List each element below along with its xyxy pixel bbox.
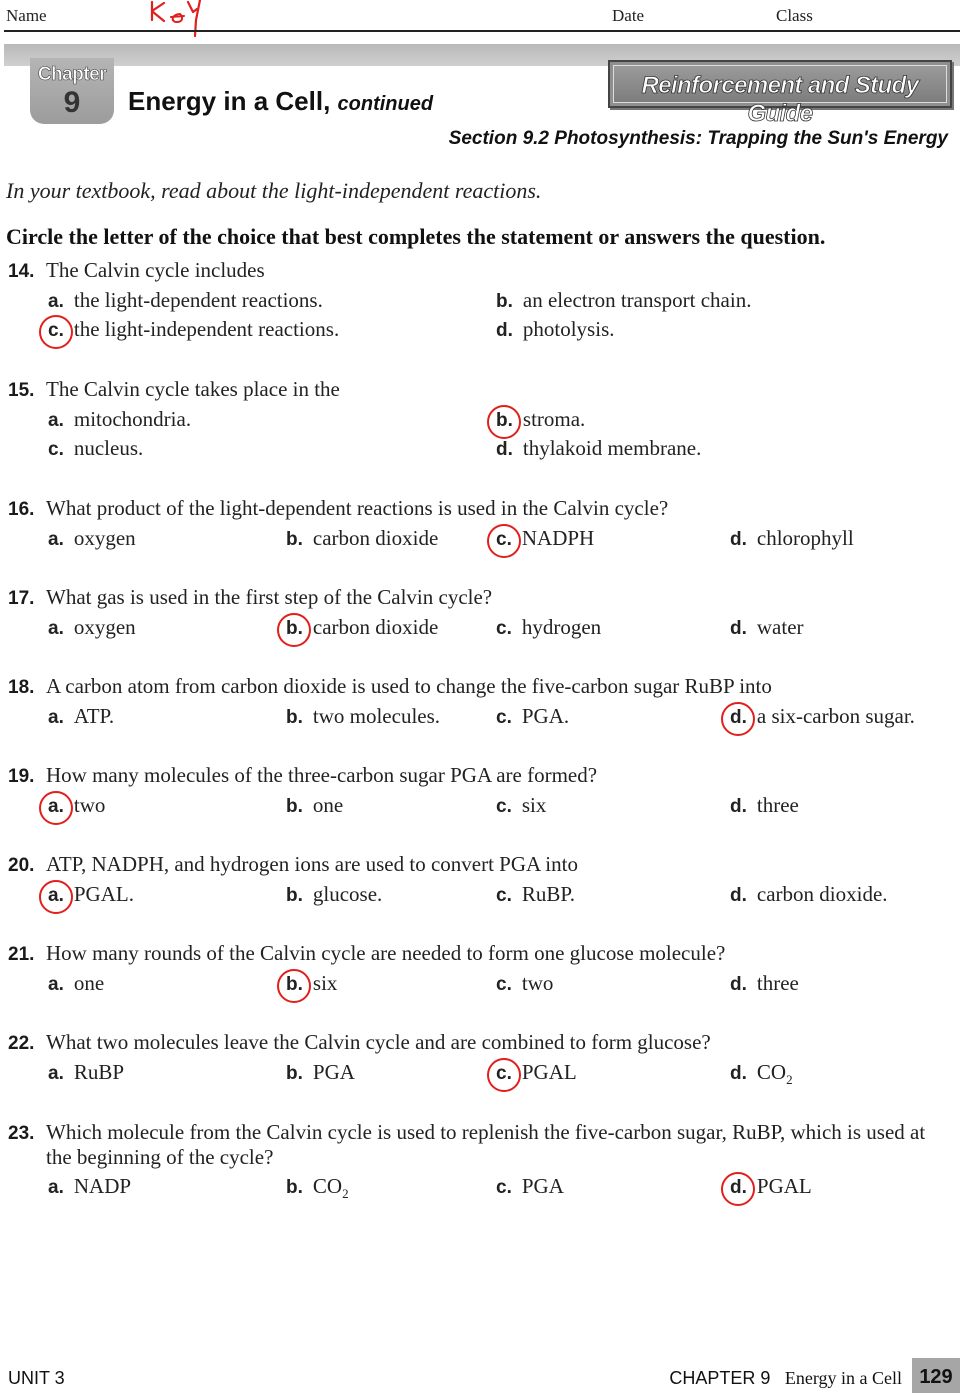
option-letter: a.	[48, 291, 64, 312]
option-letter: a.	[48, 707, 64, 728]
option-text: a six-carbon sugar.	[756, 704, 915, 728]
option-a[interactable]	[48, 1174, 131, 1199]
chapter-title	[128, 86, 433, 117]
option-a[interactable]	[48, 1060, 124, 1085]
option-c[interactable]	[496, 704, 569, 729]
option-letter: d.	[730, 1063, 747, 1084]
option-text: carbon dioxide	[312, 526, 439, 550]
option-text: the light-dependent reactions.	[73, 288, 323, 312]
option-letter: c.	[496, 618, 512, 639]
option-letter: b.	[286, 885, 303, 906]
option-letter: c.	[496, 707, 512, 728]
chapter-number: 9	[63, 86, 81, 119]
question-stem: What gas is used in the first step of the Calvin cycle?	[46, 585, 493, 609]
question-stem: What product of the light-dependent reactions is used in the Calvin cycle?	[46, 496, 669, 520]
question-stem: Which molecule from the Calvin cycle is used to replenish the five-carbon sugar, RuBP, which is used at the beginning of the cycle?	[46, 1120, 926, 1169]
option-letter: b.	[286, 796, 303, 817]
question-stem: How many molecules of the three-carbon sugar PGA are formed?	[46, 763, 598, 787]
chapter-word: Chapter	[37, 64, 107, 85]
option-letter: a.	[48, 410, 64, 431]
option-letter: d.	[730, 707, 747, 728]
option-a[interactable]	[48, 526, 136, 551]
option-text: NADPH	[521, 526, 595, 550]
option-c[interactable]	[496, 1174, 564, 1199]
option-letter: d.	[496, 320, 513, 341]
question-stem: A carbon atom from carbon dioxide is used to change the five-carbon sugar RuBP into	[46, 674, 772, 698]
option-text: carbon dioxide	[312, 615, 439, 639]
option-text: PGA.	[521, 704, 570, 728]
option-letter: d.	[730, 529, 747, 550]
option-b[interactable]	[496, 407, 585, 432]
option-text: two molecules.	[312, 704, 441, 728]
option-text: hydrogen	[521, 615, 602, 639]
question-number: 21.	[8, 944, 35, 965]
option-letter: b.	[286, 529, 303, 550]
option-text: PGA	[521, 1174, 564, 1198]
option-b[interactable]	[286, 971, 337, 996]
question-number: 14.	[8, 261, 35, 282]
option-letter: d.	[496, 439, 513, 460]
option-c[interactable]	[496, 882, 575, 907]
option-letter: d.	[730, 618, 747, 639]
option-text: six	[521, 793, 547, 817]
option-d[interactable]	[730, 1174, 812, 1199]
option-c[interactable]	[496, 793, 546, 818]
intro-text: In your textbook, read about the light-independent reactions.	[6, 178, 542, 203]
option-text: oxygen	[73, 526, 136, 550]
class-label: Class	[776, 6, 813, 25]
option-letter: c.	[496, 885, 512, 906]
option-text: ATP.	[73, 704, 115, 728]
option-letter: c.	[496, 1177, 512, 1198]
option-a[interactable]	[48, 793, 105, 818]
footer-chapter-label: CHAPTER 9	[669, 1368, 771, 1388]
name-label: Name	[6, 6, 47, 25]
question-number: 23.	[8, 1123, 35, 1144]
option-letter: d.	[730, 885, 747, 906]
option-b[interactable]	[286, 1174, 349, 1202]
chapter-tab	[30, 58, 114, 124]
question-stem: ATP, NADPH, and hydrogen ions are used to convert PGA into	[46, 852, 578, 876]
question-number: 18.	[8, 677, 35, 698]
option-d[interactable]	[730, 882, 888, 907]
option-d[interactable]	[496, 317, 615, 342]
option-text: mitochondria.	[73, 407, 192, 431]
option-text: an electron transport chain.	[522, 288, 752, 312]
option-text: one	[312, 793, 344, 817]
option-letter: a.	[48, 618, 64, 639]
header-rule	[4, 30, 960, 32]
option-letter: b.	[496, 291, 513, 312]
option-a[interactable]	[48, 615, 136, 640]
option-letter: b.	[286, 707, 303, 728]
question-stem: What two molecules leave the Calvin cycle and are combined to form glucose?	[46, 1030, 711, 1054]
option-text: the light-independent reactions.	[73, 317, 340, 341]
option-letter: c.	[48, 320, 64, 341]
option-text: two	[73, 793, 106, 817]
option-c[interactable]	[496, 971, 553, 996]
option-text: three	[756, 793, 799, 817]
option-text: PGA	[312, 1060, 355, 1084]
option-letter: d.	[730, 1177, 747, 1198]
option-letter: a.	[48, 529, 64, 550]
page-number: 129	[912, 1358, 960, 1393]
option-letter: a.	[48, 885, 64, 906]
option-d[interactable]	[730, 971, 799, 996]
option-b[interactable]	[286, 1060, 355, 1085]
option-letter: d.	[730, 974, 747, 995]
option-a[interactable]	[48, 971, 104, 996]
option-letter: b.	[286, 1063, 303, 1084]
question-stem: How many rounds of the Calvin cycle are needed to form one glucose molecule?	[46, 941, 726, 965]
option-letter: a.	[48, 974, 64, 995]
option-text: RuBP.	[521, 882, 575, 906]
option-letter: a.	[48, 1177, 64, 1198]
option-letter: c.	[496, 796, 512, 817]
option-letter: a.	[48, 1063, 64, 1084]
question-number: 19.	[8, 766, 35, 787]
date-label: Date	[612, 6, 645, 25]
option-b[interactable]	[286, 526, 438, 551]
option-letter: d.	[730, 796, 747, 817]
question-stem: The Calvin cycle takes place in the	[46, 377, 340, 401]
option-text: stroma.	[522, 407, 586, 431]
option-c[interactable]	[496, 1060, 577, 1085]
instruction-text: Circle the letter of the choice that best completes the statement or answers the question.	[6, 224, 826, 249]
section-heading: Section 9.2 Photosynthesis: Trapping the Sun's Energy	[448, 128, 948, 149]
option-letter: c.	[496, 974, 512, 995]
option-text: RuBP	[73, 1060, 125, 1084]
question-number: 20.	[8, 855, 35, 876]
option-d[interactable]	[730, 615, 804, 640]
option-a[interactable]	[48, 882, 134, 907]
option-b[interactable]	[286, 793, 343, 818]
option-a[interactable]	[48, 407, 191, 432]
option-text: three	[756, 971, 799, 995]
option-b[interactable]	[286, 704, 440, 729]
chapter-continued: continued	[337, 93, 434, 115]
option-d[interactable]	[496, 436, 701, 461]
study-guide-banner	[608, 60, 952, 127]
study-guide-title: Reinforcement and Study Guide	[641, 72, 919, 127]
question-number: 16.	[8, 499, 35, 520]
footer-unit: UNIT 3	[8, 1368, 65, 1388]
option-text: carbon dioxide.	[756, 882, 888, 906]
option-c[interactable]	[496, 526, 594, 551]
option-text: glucose.	[312, 882, 383, 906]
option-text: NADP	[73, 1174, 132, 1198]
option-d[interactable]	[730, 704, 915, 729]
option-letter: b.	[496, 410, 513, 431]
option-text: $CO_2$	[756, 1060, 793, 1088]
option-d[interactable]	[730, 526, 854, 551]
option-letter: c.	[496, 1063, 512, 1084]
option-letter: c.	[496, 529, 512, 550]
option-letter: b.	[286, 974, 303, 995]
option-b[interactable]	[286, 882, 382, 907]
chapter-title-text: Energy in a Cell,	[128, 86, 331, 116]
option-a[interactable]	[48, 704, 114, 729]
question-number: 17.	[8, 588, 35, 609]
option-text: PGAL	[521, 1060, 577, 1084]
option-text: oxygen	[73, 615, 136, 639]
option-text: six	[312, 971, 338, 995]
option-d[interactable]	[730, 1060, 793, 1088]
option-text: two	[521, 971, 554, 995]
option-text: PGAL	[756, 1174, 812, 1198]
option-b[interactable]	[286, 615, 438, 640]
option-b[interactable]	[496, 288, 751, 313]
footer-chapter	[669, 1368, 902, 1389]
option-text: one	[73, 971, 105, 995]
option-a[interactable]	[48, 288, 323, 313]
question-number: 22.	[8, 1033, 35, 1054]
question-stem: The Calvin cycle includes	[46, 258, 265, 282]
option-d[interactable]	[730, 793, 799, 818]
option-letter: c.	[48, 439, 64, 460]
option-c[interactable]	[48, 317, 339, 342]
question-number: 15.	[8, 380, 35, 401]
option-text: $CO_2$	[312, 1174, 349, 1202]
option-text: water	[756, 615, 804, 639]
study-guide-banner-inner	[613, 65, 947, 127]
option-c[interactable]	[48, 436, 143, 461]
option-text: chlorophyll	[756, 526, 854, 550]
option-letter: b.	[286, 618, 303, 639]
option-text: nucleus.	[73, 436, 144, 460]
option-letter: a.	[48, 796, 64, 817]
footer-chapter-title: Energy in a Cell	[784, 1368, 902, 1388]
option-text: photolysis.	[522, 317, 615, 341]
option-c[interactable]	[496, 615, 601, 640]
option-letter: b.	[286, 1177, 303, 1198]
option-text: thylakoid membrane.	[522, 436, 702, 460]
option-text: PGAL.	[73, 882, 134, 906]
